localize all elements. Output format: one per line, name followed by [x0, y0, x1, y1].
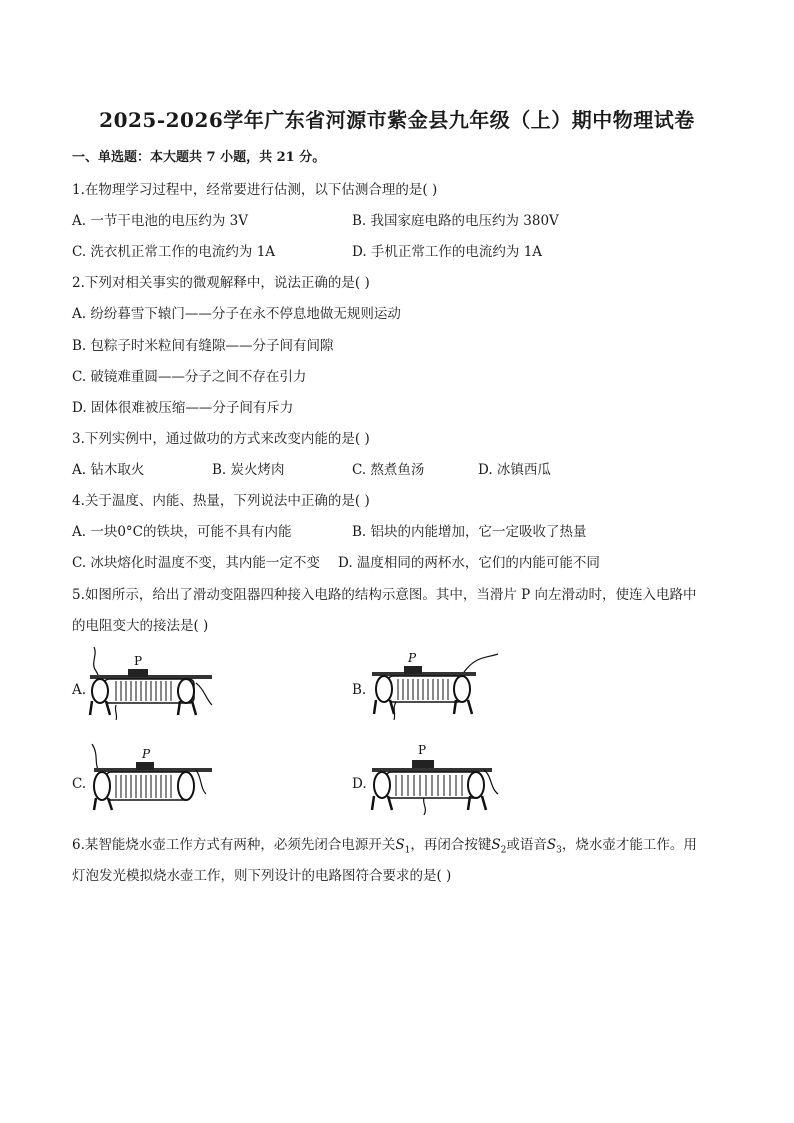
q4-option-b: B. 铝块的内能增加，它一定吸收了热量 [352, 524, 587, 540]
q3-option-b: B. 炭火烤肉 [212, 462, 285, 478]
exam-title: 2025-2026学年广东省河源市紫金县九年级（上）期中物理试卷 [99, 108, 695, 132]
q6-s1-symbol: S [395, 837, 405, 853]
q6-s3-symbol: S [546, 837, 557, 853]
q2-option-b: B. 包粽子时米粒间有缝隙——分子间有间隙 [72, 338, 334, 354]
q5-figure-label-c: C. [72, 776, 87, 792]
q4-option-a: A. 一块0°C的铁块，可能不具有内能 [72, 524, 292, 540]
q6-s1-sub: 1 [404, 845, 411, 856]
q1-stem: 1.在物理学习过程中，经常要进行估测，以下估测合理的是( ) [72, 182, 438, 198]
rheostat-figure-a [86, 645, 216, 720]
slider-label-d: P [418, 743, 427, 757]
q3-option-c: C. 熬煮鱼汤 [352, 462, 425, 478]
q6-stem-line2: 灯泡发光模拟烧水壶工作，则下列设计的电路图符合要求的是( ) [72, 868, 452, 884]
section-heading: 一、单选题：本大题共 7 小题，共 21 分。 [72, 150, 326, 165]
q6-text-3: 或语音 [506, 837, 547, 853]
q5-figure-label-d: D. [352, 776, 367, 792]
q6-s3-sub: 3 [556, 845, 562, 856]
q3-option-d: D. 冰镇西瓜 [478, 462, 551, 478]
rheostat-figure-d [368, 740, 503, 815]
q4-option-c: C. 冰块熔化时温度不变，其内能一定不变 [72, 555, 320, 571]
q6-text-4: ，烧水壶才能工作。用 [561, 837, 697, 853]
q2-option-a: A. 纷纷暮雪下辕门——分子在永不停息地做无规则运动 [72, 306, 401, 322]
q6-text-2: ，再闭合按键 [410, 837, 492, 853]
q2-option-c: C. 破镜难重圆——分子之间不存在引力 [72, 369, 307, 385]
q5-stem-line2: 的电阻变大的接法是( ) [72, 618, 209, 634]
q3-stem: 3.下列实例中，通过做功的方式来改变内能的是( ) [72, 431, 370, 447]
q2-stem: 2.下列对相关事实的微观解释中，说法正确的是( ) [72, 275, 370, 291]
q6-s2-symbol: S [491, 837, 501, 853]
q6-s2-sub: 2 [500, 845, 507, 856]
q1-option-c: C. 洗衣机正常工作的电流约为 1A [72, 244, 276, 260]
q5-figure-label-a: A. [72, 682, 87, 698]
rheostat-figure-b [368, 652, 503, 720]
q2-option-d: D. 固体很难被压缩——分子间有斥力 [72, 400, 294, 416]
rheostat-figure-c [86, 742, 216, 814]
slider-label-a: P [134, 654, 143, 668]
q4-stem: 4.关于温度、内能、热量，下列说法中正确的是( ) [72, 493, 370, 509]
q5-stem-line1: 5.如图所示，给出了滑动变阻器四种接入电路的结构示意图。其中，当滑片 P 向左滑动时，使连入电路中 [72, 587, 697, 603]
q1-option-d: D. 手机正常工作的电流约为 1A [352, 244, 543, 260]
q6-stem-line1 [72, 833, 697, 856]
q6-text-1: 6.某智能烧水壶工作方式有两种，必须先闭合电源开关 [72, 837, 396, 853]
q1-option-b: B. 我国家庭电路的电压约为 380V [352, 213, 559, 229]
q4-option-d: D. 温度相同的两杯水，它们的内能可能不同 [338, 555, 600, 571]
slider-label-b: P [408, 652, 417, 665]
q1-option-a: A. 一节干电池的电压约为 3V [72, 213, 248, 229]
q3-option-a: A. 钻木取火 [72, 462, 145, 478]
q5-figure-label-b: B. [352, 682, 367, 698]
slider-label-c: P [142, 747, 151, 761]
